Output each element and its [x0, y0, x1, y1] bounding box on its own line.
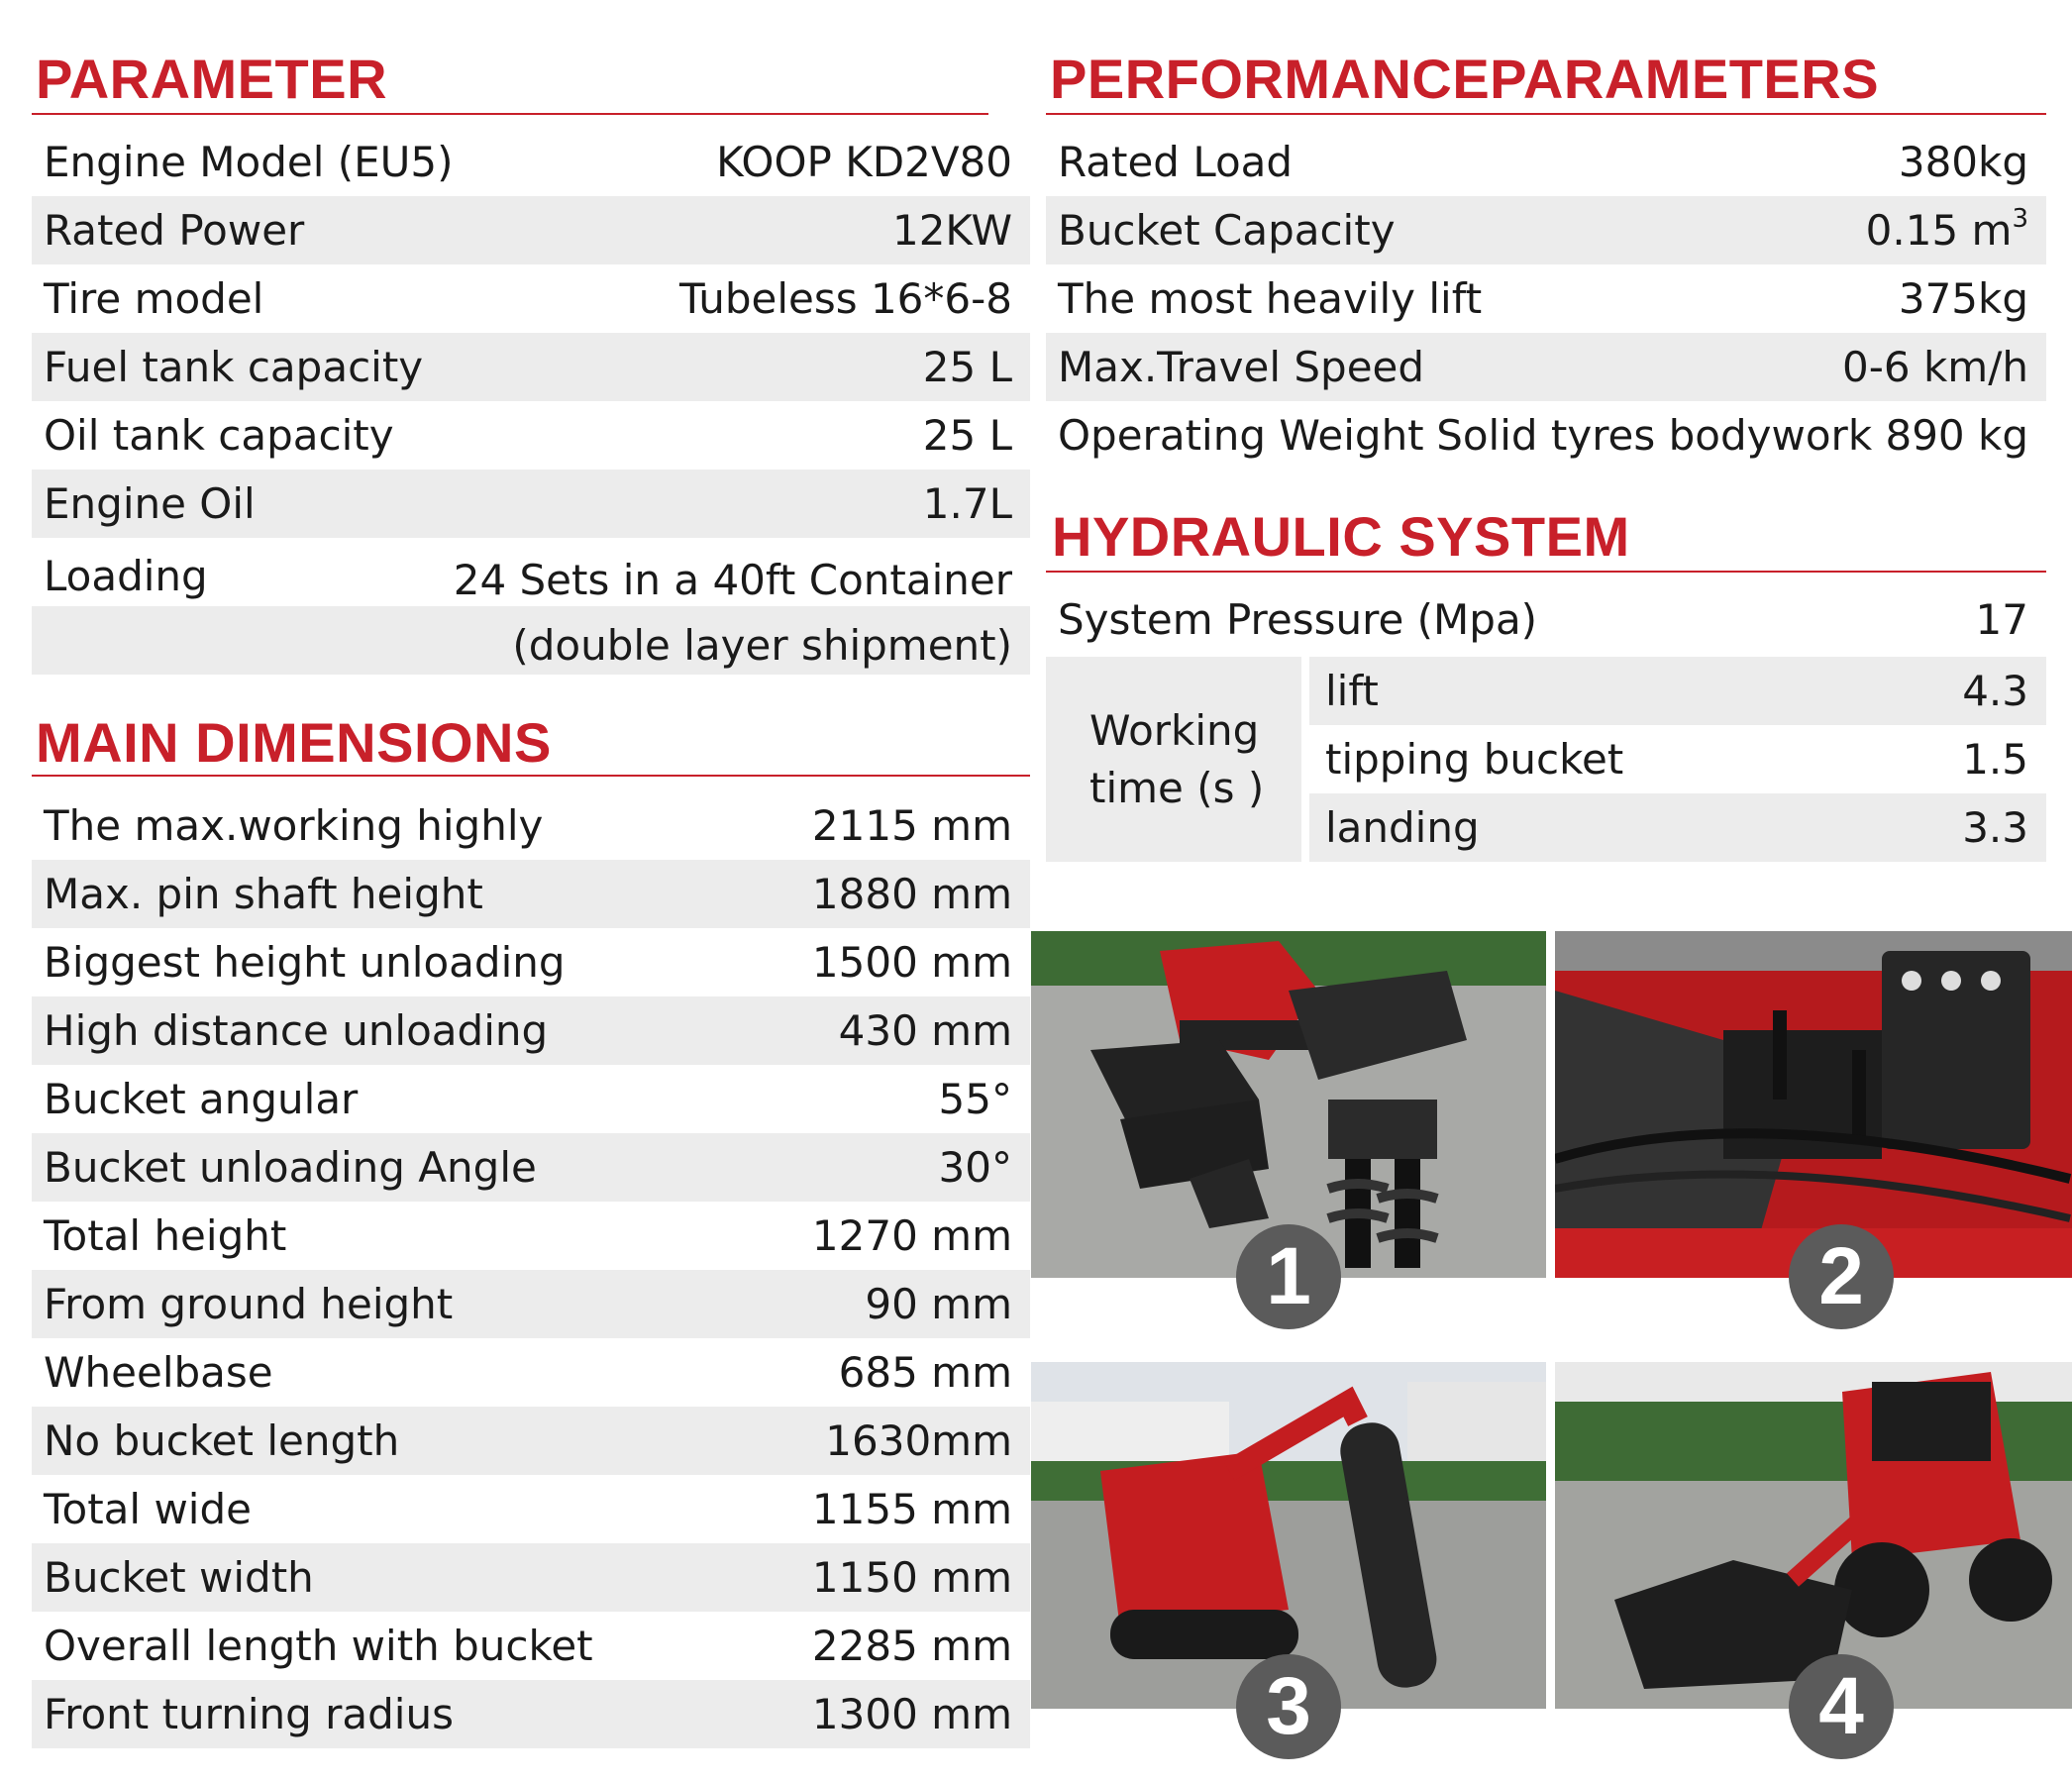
table-row	[32, 1407, 1030, 1475]
row-label: Wheelbase	[44, 1348, 273, 1397]
row-value: 380kg	[1898, 138, 2028, 186]
table-row	[1046, 333, 2046, 401]
row-value: 2115 mm	[811, 801, 1012, 850]
row-value: 1300 mm	[811, 1690, 1012, 1738]
row-value	[1866, 206, 2028, 255]
row-label: Tire model	[44, 274, 264, 323]
table-row	[32, 1475, 1030, 1543]
row-value: Tubeless 16*6-8	[678, 274, 1012, 323]
loading-line-2: (double layer shipment)	[512, 621, 1012, 670]
table-row	[1046, 585, 2046, 654]
row-label: lift	[1325, 667, 1379, 715]
row-label: The max.working highly	[44, 801, 544, 850]
row-value: 685 mm	[838, 1348, 1012, 1397]
row-label: Bucket angular	[44, 1075, 359, 1123]
parameter-title: PARAMETER	[36, 48, 388, 110]
table-row	[1046, 128, 2046, 196]
row-label: System Pressure (Mpa)	[1058, 595, 1538, 644]
photo-bucket-loader	[1555, 1362, 2072, 1709]
row-label: Fuel tank capacity	[44, 343, 424, 391]
working-time-block	[1046, 657, 2046, 862]
row-value: 25 L	[922, 411, 1012, 460]
row-value: Solid tyres bodywork 890 kg	[1436, 411, 2028, 460]
photo-control-panel	[1555, 931, 2072, 1278]
row-label: Engine Model (EU5)	[44, 138, 454, 186]
table-row	[32, 401, 1030, 470]
table-row	[32, 1202, 1030, 1270]
row-label: landing	[1325, 803, 1480, 852]
working-time-label	[1046, 657, 1301, 862]
row-value: KOOP KD2V80	[716, 138, 1012, 186]
table-row	[1309, 725, 2046, 793]
table-row	[1046, 196, 2046, 264]
main-dimensions-title: MAIN DIMENSIONS	[36, 711, 552, 774]
row-value	[454, 548, 1012, 679]
row-value: 1155 mm	[811, 1485, 1012, 1533]
table-row	[32, 1680, 1030, 1748]
working-time-rows	[1309, 657, 2046, 862]
table-row	[32, 196, 1030, 264]
performance-rule	[1046, 113, 2046, 115]
row-label: Bucket Capacity	[1058, 206, 1396, 255]
row-value: 12KW	[891, 206, 1012, 255]
row-value: 3.3	[1962, 803, 2028, 852]
cubic-superscript: 3	[2012, 204, 2028, 234]
row-label: Max. pin shaft height	[44, 870, 483, 918]
row-value: 1270 mm	[811, 1211, 1012, 1260]
parameter-rule	[32, 113, 988, 115]
row-label: High distance unloading	[44, 1006, 549, 1055]
hydraulic-title: HYDRAULIC SYSTEM	[1052, 505, 1630, 568]
row-label: Biggest height unloading	[44, 938, 566, 987]
table-row	[32, 860, 1030, 928]
table-row	[1309, 657, 2046, 725]
photo-badge-2: 2	[1789, 1224, 1894, 1329]
row-value: 30°	[938, 1143, 1012, 1192]
table-row	[32, 928, 1030, 996]
row-value: 430 mm	[838, 1006, 1012, 1055]
row-label: Engine Oil	[44, 479, 256, 528]
row-label: Rated Power	[44, 206, 305, 255]
row-label: Overall length with bucket	[44, 1622, 593, 1670]
table-row	[32, 1270, 1030, 1338]
row-label: Front turning radius	[44, 1690, 454, 1738]
row-label: No bucket length	[44, 1416, 400, 1465]
table-row	[32, 996, 1030, 1065]
table-row	[32, 791, 1030, 860]
bucket-capacity-value: 0.15 m	[1865, 206, 2013, 255]
table-row	[32, 1065, 1030, 1133]
hydraulic-pressure-table	[1046, 585, 2046, 654]
table-row	[1309, 793, 2046, 862]
row-label: From ground height	[44, 1280, 454, 1328]
table-row	[32, 1543, 1030, 1612]
row-label: Bucket width	[44, 1553, 314, 1602]
row-label: Max.Travel Speed	[1058, 343, 1425, 391]
row-value: 4.3	[1962, 667, 2028, 715]
table-row	[32, 264, 1030, 333]
performance-table	[1046, 128, 2046, 470]
row-label: Bucket unloading Angle	[44, 1143, 537, 1192]
table-row	[32, 1133, 1030, 1202]
row-value: 1880 mm	[811, 870, 1012, 918]
row-value: 1630mm	[825, 1416, 1012, 1465]
row-label: Oil tank capacity	[44, 411, 394, 460]
photo-badge-3: 3	[1236, 1654, 1341, 1759]
row-value: 1500 mm	[811, 938, 1012, 987]
bucket-loader-image	[1555, 1362, 2072, 1709]
row-label: Rated Load	[1058, 138, 1294, 186]
working-time-line-1: Working	[1089, 705, 1260, 755]
hydraulic-rule	[1046, 571, 2046, 573]
row-label: Loading	[44, 552, 208, 600]
main-dimensions-rule	[32, 775, 1030, 777]
row-value: 0-6 km/h	[1842, 343, 2028, 391]
parameter-table	[32, 128, 1030, 675]
row-value: 55°	[938, 1075, 1012, 1123]
row-value: 90 mm	[865, 1280, 1012, 1328]
main-dimensions-table	[32, 791, 1030, 1748]
table-row	[32, 333, 1030, 401]
control-panel-image	[1555, 931, 2072, 1278]
row-value: 17	[1975, 595, 2028, 644]
table-row	[1046, 401, 2046, 470]
row-label: tipping bucket	[1325, 735, 1624, 784]
row-label: The most heavily lift	[1058, 274, 1483, 323]
table-row	[1046, 264, 2046, 333]
table-row	[32, 470, 1030, 538]
photo-badge-4: 4	[1789, 1654, 1894, 1759]
row-label: Total wide	[44, 1485, 252, 1533]
table-row-loading	[32, 538, 1030, 675]
row-value: 1.7L	[922, 479, 1012, 528]
row-label: Total height	[44, 1211, 287, 1260]
photo-badge-1: 1	[1236, 1224, 1341, 1329]
row-value: 1.5	[1962, 735, 2028, 784]
loading-line-1: 24 Sets in a 40ft Container	[453, 556, 1012, 604]
row-value: 25 L	[922, 343, 1012, 391]
row-value: 375kg	[1898, 274, 2028, 323]
row-value: 2285 mm	[811, 1622, 1012, 1670]
working-time-line-2: time (s )	[1089, 763, 1265, 812]
table-row	[32, 128, 1030, 196]
row-value: 1150 mm	[811, 1553, 1012, 1602]
performance-title: PERFORMANCEPARAMETERS	[1050, 48, 1880, 110]
row-label: Operating Weight	[1058, 411, 1424, 460]
table-row	[32, 1338, 1030, 1407]
table-row	[32, 1612, 1030, 1680]
